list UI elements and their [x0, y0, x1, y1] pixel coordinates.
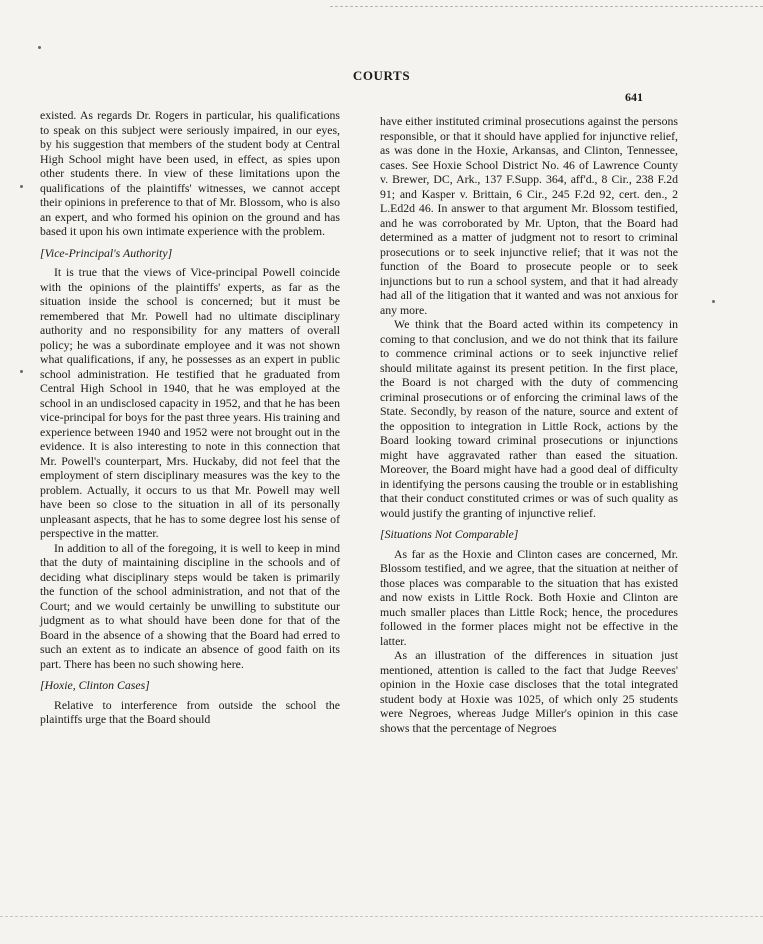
right-column — [380, 114, 678, 735]
paragraph: It is true that the views of Vice-principal Powell coincide with the opinions of the plaintiffs' experts, as far as the situation inside the school is concerned; but it must be remembered that Mr. Powell had no ultimate disciplinary authority and no responsibility for any matters of overall policy; he was a subordinate employee and it was not shown what qualifications, if any, he possesses as an expert in public school administration. He testified that he graduated from Central High School in 1940, that he was employed at the school in an undisclosed capacity in 1952, and that he has been vice-principal for boys for the past three years. His training and experience between 1940 and 1952 were not brought out in the evidence. It is also interesting to note in this connection that Mr. Powell's counterpart, Mrs. Huckaby, did not feel that the employment of stern disciplinary measures was the key to the problem. Actually, it occurs to us that Mr. Powell may well have been so close to the situation in all of its personally unpleasant aspects, that he has to some degree lost his sense of perspective in the matter. — [40, 265, 340, 540]
section-heading: [Vice-Principal's Authority] — [40, 245, 173, 260]
scan-mark — [20, 370, 23, 373]
section-heading: [Hoxie, Clinton Cases] — [40, 678, 150, 692]
left-column — [40, 108, 340, 727]
paragraph: In addition to all of the foregoing, it is well to keep in mind that the duty of maintaining discipline in the schools and of deciding what disciplinary steps would be taken is primarily the function of the school administration, and not that of the Court; and we would certainly be unwilling to substitute our judgment as to what should have been done for that of the Board in the absence of a showing that the Board had erred to such an extent as to indicate an absence of good faith on its part. There has been no such showing here. — [40, 540, 340, 671]
page-number: 641 — [625, 90, 643, 104]
running-head: COURTS — [352, 68, 411, 83]
paragraph: have either instituted criminal prosecutions against the persons responsible, or that it should have applied for injunctive relief, as was done in the Hoxie, Arkansas, and Clinton, Tennessee, cases. See Hoxie School District No. 46 of Lawrence County v. Brewer, DC, Ark., 137 F.Supp. 364, aff'd., 8 Cir., 238 F.2d 91; and Kasper v. Brittain, 6 Cir., 245 F.2d 92, cert. den., 2 L.Ed2d 46. In answer to that argument Mr. Blossom testified, and he was corroborated by Mr. Upton, that the Board had determined as a matter of judgment not to resort to criminal prosecutions or to seek injunctive relief; that it was not the function of the Board to prosecute people or to seek injunctions but to run a school system, and that it had already had all of the litigation that it wanted and was not anxious for any more. — [380, 114, 678, 317]
section-heading: [Situations Not Comparable] — [380, 527, 519, 541]
scan-mark — [38, 46, 41, 49]
paragraph: As far as the Hoxie and Clinton cases are concerned, Mr. Blossom testified, and we agree, that the situation at neither of those places was comparable to the situation that has existed and now exists in Little Rock. Both Hoxie and Clinton are much smaller places than Little Rock; hence, the procedures followed in the former places might not be effective in the latter. — [380, 546, 678, 648]
paragraph: We think that the Board acted within its competency in coming to that conclusion, and we do not think that its failure to commence criminal actions or to seek injunctive relief should militate against its present petition. In the first place, the Board is not charged with the duty of commencing criminal prosecutions or of enforcing the criminal laws of the State. Secondly, by reason of the nature, source and extent of the opposition to integration in Little Rock, actions by the Board looking toward criminal prosecutions or injunctions might have aggravated rather than eased the situation. Moreover, the Board might have had a good deal of difficulty in identifying the persons causing the trouble or in establishing that their conduct constituted crimes or was of such quality as would justify the granting of injunctive relief. — [380, 317, 678, 520]
bottom-divider — [0, 916, 763, 917]
top-divider — [330, 6, 763, 7]
paragraph: existed. As regards Dr. Rogers in particular, his qualifications to speak on this subject were seriously impaired, in our eyes, by his suggestion that members of the student body at Central High School might have been used, in effect, as spies upon other students there. In view of these limitations upon the qualifications of the plaintiffs' witnesses, we cannot accept their opinions in preference to that of Mr. Blossom, who is also an expert, and who formed his opinion on the ground and has based it upon his own intimate experience with the problem. — [40, 108, 340, 238]
scan-mark — [20, 185, 23, 188]
scan-mark — [712, 300, 715, 303]
paragraph: As an illustration of the differences in situation just mentioned, attention is called to the fact that Judge Reeves' opinion in the Hoxie case discloses that the total integrated student body at Hoxie was 1025, of which only 25 students were Negroes, whereas Judge Miller's opinion in this case shows that the percentage of Negroes — [380, 648, 678, 735]
paragraph: Relative to interference from outside the school the plaintiffs urge that the Board should — [40, 697, 340, 726]
